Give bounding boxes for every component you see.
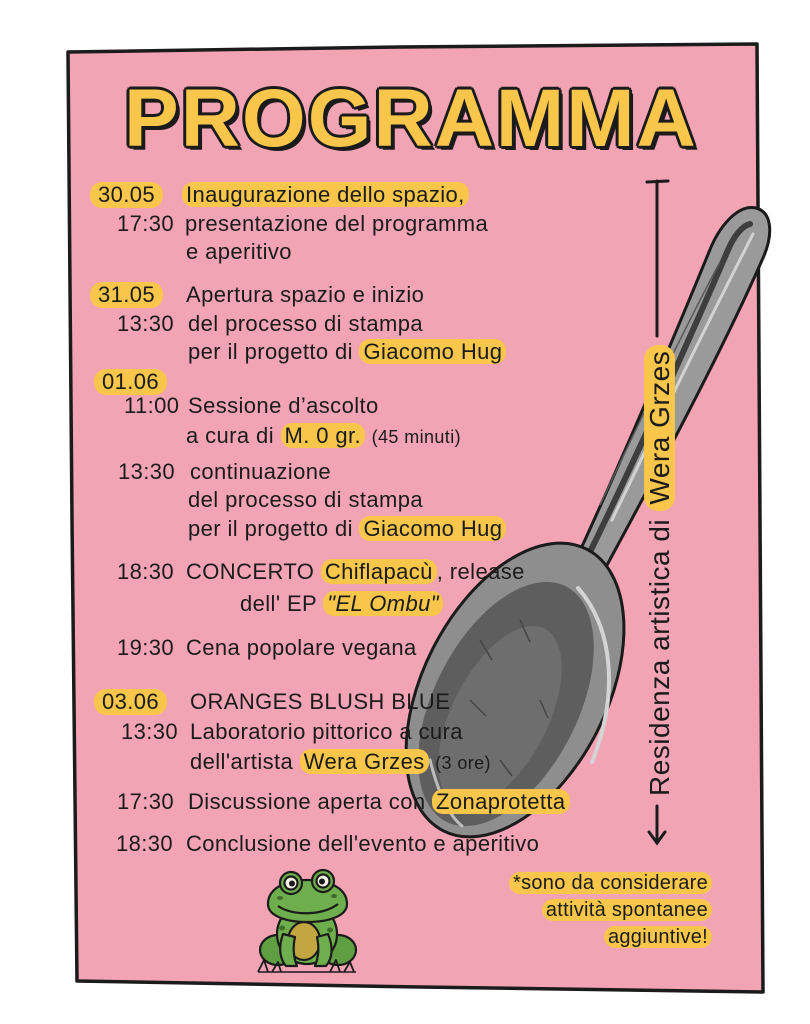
time-label: 17:30: [117, 789, 175, 814]
page-title: PROGRAMMA: [124, 73, 698, 164]
date-label: 30.05: [90, 182, 163, 208]
artist-highlight: Giacomo Hug: [359, 339, 506, 364]
arrow-down-icon: [649, 806, 665, 843]
footnote-row: [509, 870, 712, 897]
date-label: 31.05: [90, 282, 163, 308]
release-highlight: "EL Ombu": [323, 591, 443, 616]
event-line: e aperitivo: [186, 239, 292, 264]
event-line: presentazione del programma: [185, 211, 489, 236]
event-line: del processo di stampa: [188, 311, 424, 336]
footnote-line: *sono da considerare: [509, 872, 712, 894]
residency-label: [642, 326, 678, 796]
frog-illustration: [256, 864, 360, 976]
event-text: Discussione aperta con: [188, 789, 426, 814]
footnote-line: aggiuntive!: [604, 926, 712, 948]
residency-prefix: Residenza artistica di: [644, 518, 675, 796]
time-label: 13:30: [117, 311, 175, 336]
duration-note: (3 ore): [435, 753, 491, 773]
event-text: , release: [436, 559, 525, 584]
event-line: Cena popolare vegana: [186, 635, 417, 660]
date-label: 03.06: [94, 689, 167, 715]
duration-note: (45 minuti): [371, 427, 462, 447]
event-text: a cura di: [186, 423, 274, 448]
event-text: dell' EP: [240, 591, 317, 616]
event-line: del processo di stampa: [188, 487, 424, 512]
time-label: 11:00: [124, 393, 180, 418]
event-text: dell'artista: [190, 749, 294, 774]
event-line: Conclusione dell'evento e aperitivo: [186, 831, 540, 856]
event-line: Apertura spazio e inizio: [186, 282, 425, 307]
residency-artist: Wera Grzes: [644, 345, 675, 511]
artist-highlight: Wera Grzes: [300, 749, 429, 774]
event-text: CONCERTO: [186, 559, 315, 584]
time-label: 17:30: [117, 211, 175, 236]
artist-highlight: Giacomo Hug: [359, 516, 506, 541]
date-label: 01.06: [94, 369, 167, 395]
event-text: per il progetto di: [188, 339, 353, 364]
event-line: continuazione: [190, 459, 331, 484]
time-label: 13:30: [118, 459, 176, 484]
footnote-line: attività spontanee: [542, 899, 712, 921]
day-subtitle: ORANGES BLUSH BLUE: [190, 689, 451, 714]
time-label: 18:30: [117, 559, 175, 584]
event-highlight: Inaugurazione dello spazio,: [182, 182, 469, 207]
footnote-row: [509, 924, 712, 951]
artist-highlight: Zonaprotetta: [432, 789, 570, 814]
event-text: per il progetto di: [188, 516, 353, 541]
artist-highlight: M. 0 gr.: [281, 423, 366, 448]
time-label: 13:30: [121, 719, 179, 744]
time-label: 18:30: [116, 831, 174, 856]
footnote: [509, 870, 712, 951]
footnote-row: [509, 897, 712, 924]
event-line: Laboratorio pittorico a cura: [190, 719, 463, 744]
time-label: 19:30: [117, 635, 175, 660]
event-line: Sessione d’ascolto: [188, 393, 379, 418]
artist-highlight: Chiflapacù: [321, 559, 437, 584]
